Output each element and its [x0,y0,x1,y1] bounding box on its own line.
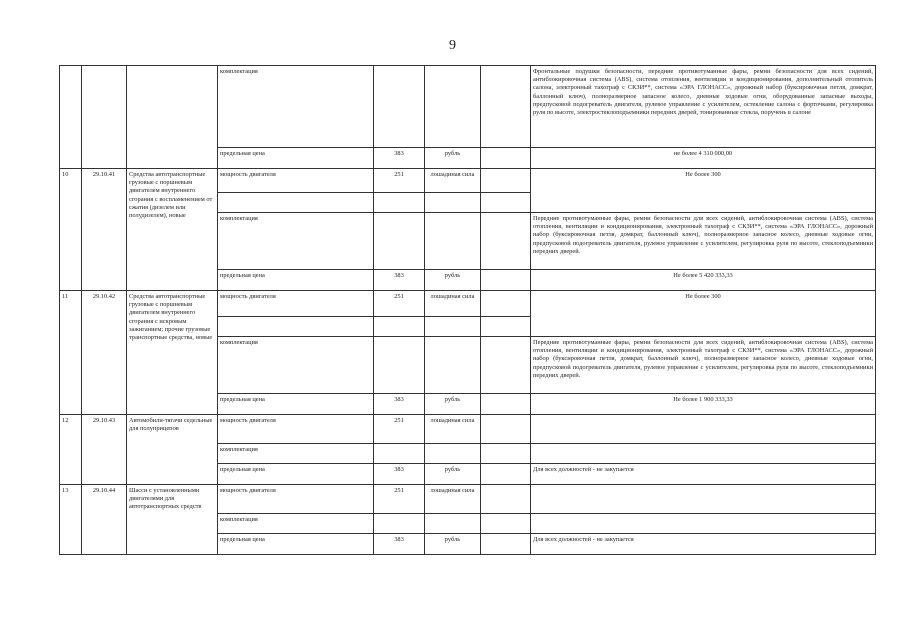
unit-code: 251 [374,415,425,444]
requirement-value: Не более 1 900 333,33 [531,394,876,415]
characteristic-name: мощность двигателя [218,415,374,444]
unit-name [425,213,481,270]
product-name: Автомобили-тягачи седельные для полуприцепов [127,415,218,485]
characteristic-name: комплектация [218,337,374,394]
unit-code: 383 [374,148,425,169]
requirement-value: Для всех должностей - не закупается [531,534,876,555]
table-row [60,291,876,317]
unit-code [374,514,425,534]
unit-code [374,66,425,148]
empty-cell [481,337,531,394]
empty-cell [481,148,531,169]
characteristic-name: предельная цена [218,270,374,291]
unit-code [374,337,425,394]
unit-name: лошадиная сила [425,291,481,317]
characteristic-name: комплектация [218,444,374,464]
table-row [60,66,876,148]
characteristic-name: мощность двигателя [218,291,374,317]
characteristic-name: предельная цена [218,394,374,415]
requirement-value: Не более 300 [531,291,876,337]
empty-cell [481,464,531,485]
requirement-value: не более 4 310 000,00 [531,148,876,169]
requirement-value: Для всех должностей - не закупается [531,464,876,485]
okpd-code: 29.10.43 [82,415,127,485]
characteristic-name: комплектация [218,514,374,534]
page-number: 9 [449,38,456,53]
table-row [60,169,876,193]
unit-code: 251 [374,169,425,193]
unit-name [425,337,481,394]
characteristic-name: комплектация [218,213,374,270]
unit-name: лошадиная сила [425,415,481,444]
empty-cell [481,270,531,291]
unit-code: 251 [374,291,425,317]
product-name: Шасси с установленными двигателями для автотранспортных средств [127,485,218,555]
characteristic-name: предельная цена [218,148,374,169]
characteristic-name: мощность двигателя [218,485,374,514]
unit-name: лошадиная сила [425,169,481,193]
empty-cell [481,444,531,464]
requirement-value [531,444,876,464]
okpd-code: 29.10.44 [82,485,127,555]
unit-code [374,193,425,213]
okpd-code: 29.10.42 [82,291,127,415]
empty-cell [481,514,531,534]
unit-code: 383 [374,464,425,485]
requirement-value: Передние противотуманные фары, ремни безопасности для всех сидений, антиблокировочная система (ABS), система отопления, вентиляции и кондиционирования, электронный тахограф с СКЗИ**, система «ЭРА ГЛОНАСС», дорожный набор (буксировочная петля, домкрат, баллонный ключ), полноразмерное запасное колесо, дневные ходовые огни, предпусковой подогреватель двигателя, рулевое управление с усилителем, регулировка руля по высоте, стеклоподъемники передних дверей. [531,337,876,394]
product-name: Средства автотранспортные грузовые с поршневым двигателем внутреннего сгорания с воспламенением от сжатия (дизелем или полудизелем), новые [127,169,218,291]
empty-cell [481,394,531,415]
characteristic-name: мощность двигателя [218,169,374,193]
row-number: 10 [60,169,82,291]
unit-code: 251 [374,485,425,514]
empty-cell [481,485,531,514]
unit-name [425,444,481,464]
row-number: 12 [60,415,82,485]
unit-name [425,193,481,213]
unit-name [425,514,481,534]
unit-name: рубль [425,464,481,485]
unit-name: рубль [425,534,481,555]
unit-name: рубль [425,394,481,415]
unit-name: рубль [425,148,481,169]
empty-cell [481,193,531,213]
characteristic-name: комплектация [218,66,374,148]
requirement-value [531,514,876,534]
unit-name: лошадиная сила [425,485,481,514]
empty-cell [481,534,531,555]
empty-cell [481,415,531,444]
unit-code: 383 [374,394,425,415]
requirement-value [531,415,876,444]
unit-name [425,317,481,337]
characteristic-name: предельная цена [218,464,374,485]
table-row [60,485,876,514]
product-name: Средства автотранспортные грузовые с поршневым двигателем внутреннего сгорания с искровым зажиганием; прочие грузовые транспортные средства, новые [127,291,218,415]
row-number: 11 [60,291,82,415]
okpd-code [82,66,127,169]
empty-cell [481,66,531,148]
unit-name: рубль [425,270,481,291]
empty-cell [481,169,531,193]
requirement-value: Передние противотуманные фары, ремни безопасности для всех сидений, антиблокировочная система (ABS), система отопления, вентиляции и кондиционирования, электронный тахограф с СКЗИ**, система «ЭРА ГЛОНАСС», дорожный набор (буксировочная петля, домкрат, баллонный ключ), полноразмерное запасное колесо, дневные ходовые огни, предпусковой подогреватель двигателя, рулевое управление с усилителем, регулировка руля по высоте, стеклоподъемники передних дверей. [531,213,876,270]
row-number [60,66,82,169]
characteristic-name: предельная цена [218,534,374,555]
characteristic-name [218,193,374,213]
unit-code [374,317,425,337]
unit-code: 383 [374,534,425,555]
requirement-value: Фронтальные подушки безопасности, передние противотуманные фары, ремни безопасности для всех сидений, антиблокировочная система (ABS), система отопления, вентиляции и кондиционирования, дополнительный отопитель салона, электронный тахограф с СКЗИ**, система «ЭРА ГЛОНАСС», дорожный набор (буксировочная петля, домкрат, баллонный ключ), полноразмерное запасное колесо, дневные ходовые огни, оборудованные запасные выходы, предпусковой подогреватель двигателя, рулевое управление с усилителем, остекление салона с форточками, регулировка руля по высоте, электростеклоподъемники передних дверей, тонированные стекла, поручень в салоне [531,66,876,148]
product-name [127,66,218,169]
requirement-value: Не более 300 [531,169,876,213]
table-row [60,415,876,444]
requirements-table [59,65,876,555]
empty-cell [481,317,531,337]
empty-cell [481,213,531,270]
characteristic-name [218,317,374,337]
empty-cell [481,291,531,317]
row-number: 13 [60,485,82,555]
unit-code: 383 [374,270,425,291]
requirement-value [531,485,876,514]
okpd-code: 29.10.41 [82,169,127,291]
unit-name [425,66,481,148]
requirement-value: Не более 5 420 333,33 [531,270,876,291]
unit-code [374,213,425,270]
unit-code [374,444,425,464]
